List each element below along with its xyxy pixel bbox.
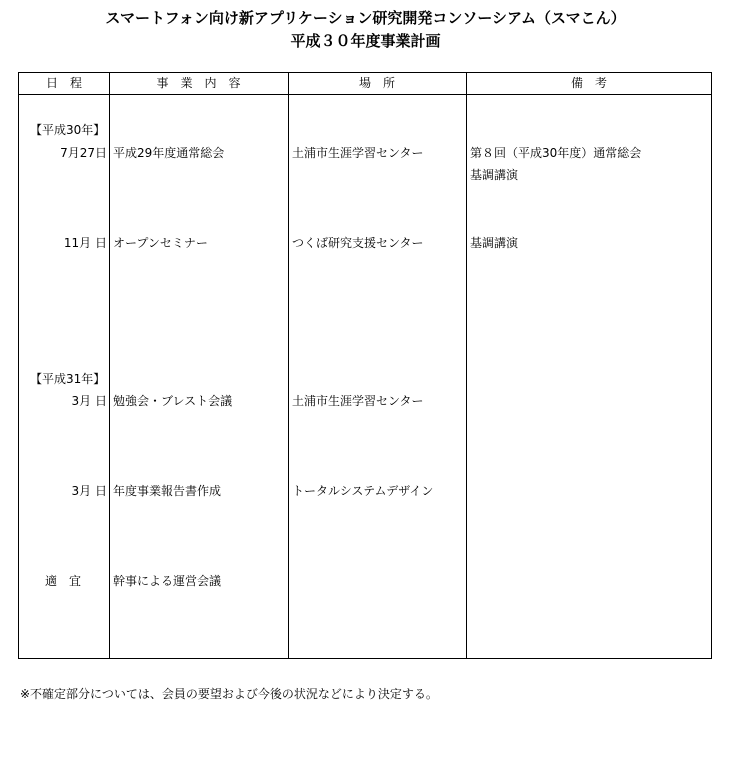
column-divider <box>466 73 467 658</box>
row-date: 3月 日 <box>71 484 107 498</box>
plan-table <box>18 72 712 659</box>
row-content: 幹事による運営会議 <box>113 574 222 588</box>
document-subtitle: 平成３０年度事業計画 <box>290 32 441 50</box>
row-content: オープンセミナー <box>113 236 208 250</box>
row-content: 勉強会・ブレスト会議 <box>113 394 233 408</box>
row-date: 3月 日 <box>71 394 107 408</box>
row-date: 11月 日 <box>63 236 107 250</box>
header-content: 事 業 内 容 <box>156 76 241 90</box>
column-divider <box>288 73 289 658</box>
row-date: 7月27日 <box>60 146 107 160</box>
header-date: 日 程 <box>45 76 82 90</box>
row-remarks: 基調講演 <box>470 168 519 182</box>
row-place: 土浦市生涯学習センター <box>292 394 424 408</box>
row-content: 平成29年度通常総会 <box>113 146 225 160</box>
row-place: 土浦市生涯学習センター <box>292 146 424 160</box>
year-label: 【平成31年】 <box>30 372 106 386</box>
header-remarks: 備 考 <box>570 76 607 90</box>
row-place: トータルシステムデザイン <box>292 484 434 498</box>
header-place: 場 所 <box>358 76 395 90</box>
row-content: 年度事業報告書作成 <box>113 484 222 498</box>
column-divider <box>109 73 110 658</box>
footnote: ※不確定部分については、会員の要望および今後の状況などにより決定する。 <box>20 687 438 701</box>
document-title: スマートフォン向け新アプリケーション研究開発コンソーシアム（スマこん） <box>105 9 626 27</box>
header-divider <box>19 94 711 95</box>
row-remarks: 基調講演 <box>470 236 519 250</box>
row-place: つくば研究支援センター <box>292 236 424 250</box>
row-date: 適 宜 <box>45 574 82 588</box>
row-remarks: 第８回（平成30年度）通常総会 <box>470 146 642 160</box>
year-label: 【平成30年】 <box>30 123 106 137</box>
